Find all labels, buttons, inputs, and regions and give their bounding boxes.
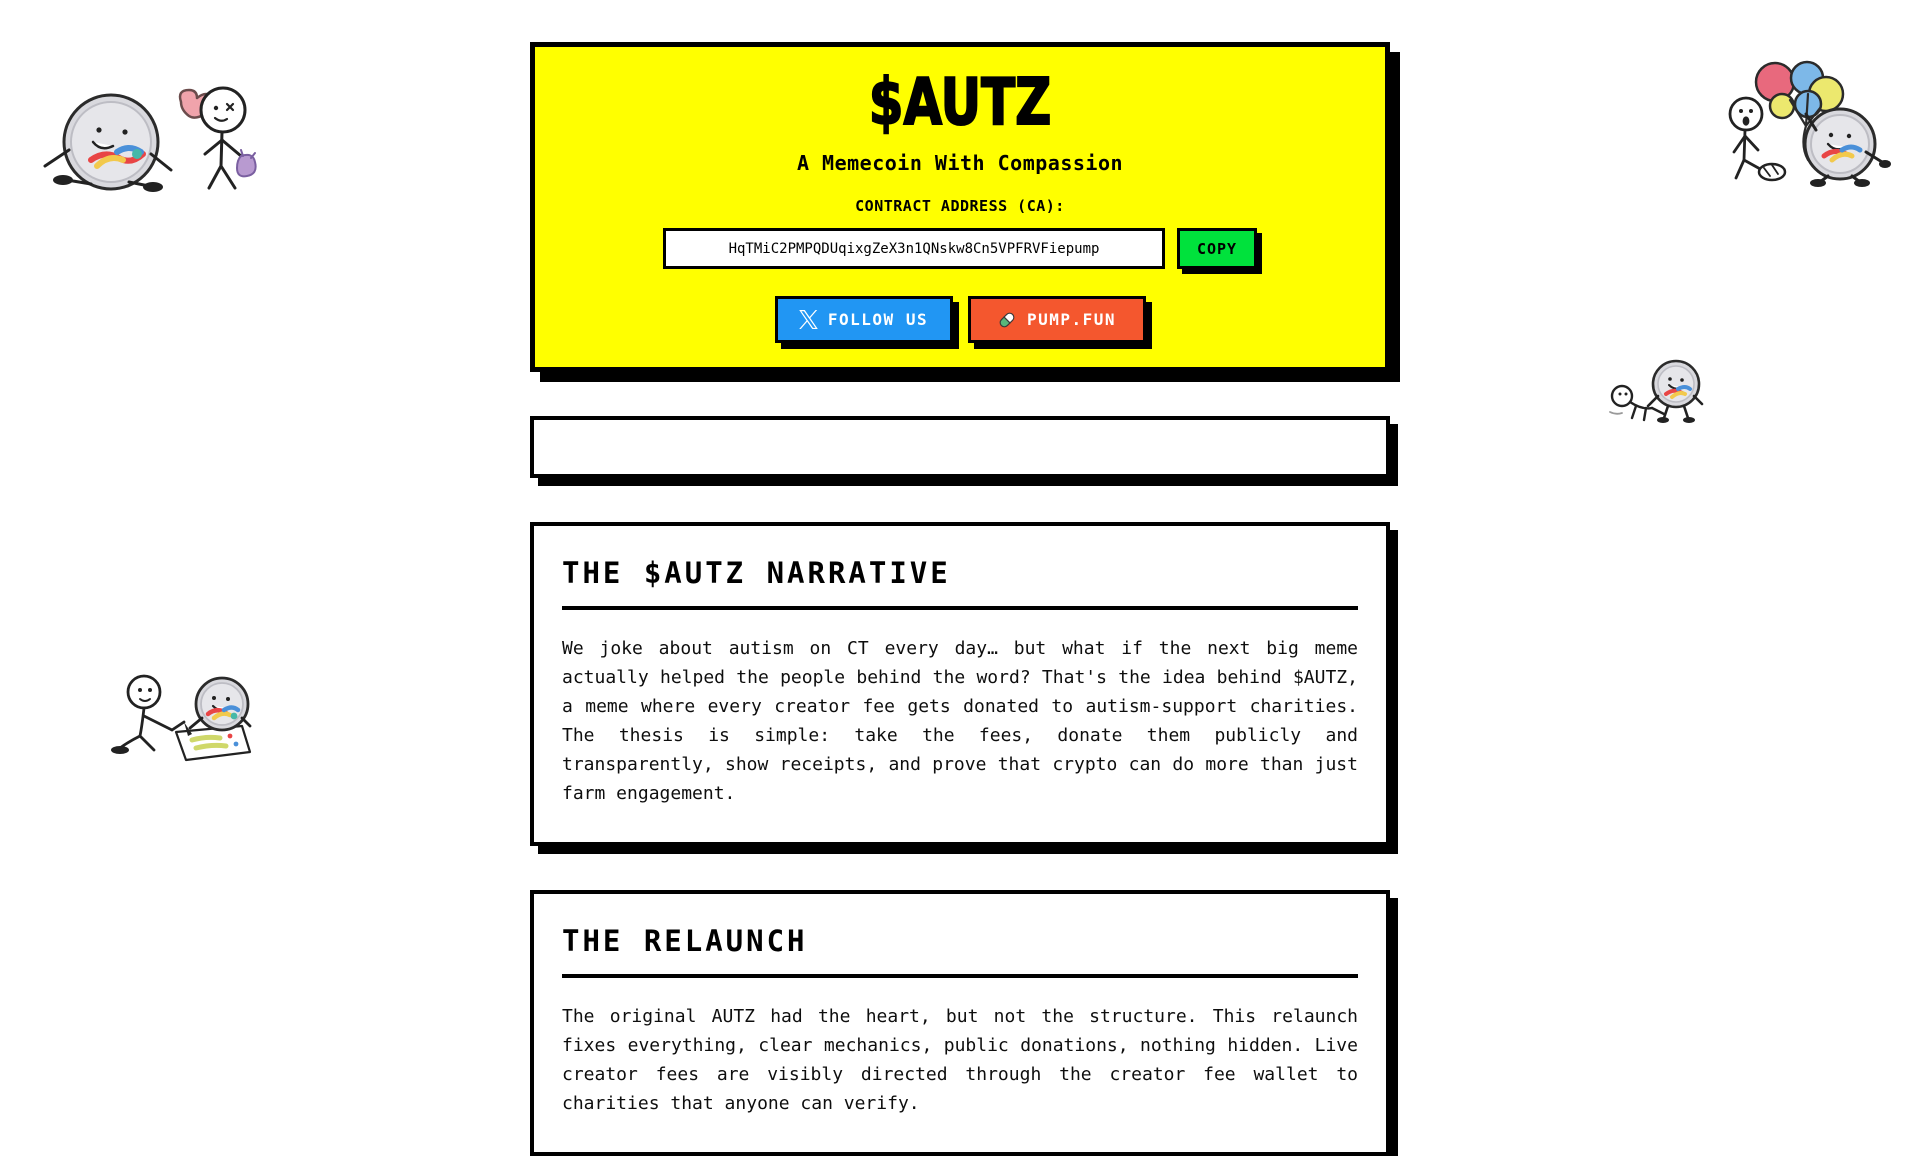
heart-icon bbox=[180, 90, 214, 118]
doodle-left-middle bbox=[110, 670, 250, 762]
coin-character-icon bbox=[1648, 361, 1702, 423]
stick-figure-icon bbox=[1730, 98, 1785, 180]
coin-character-icon bbox=[45, 95, 171, 192]
doodle-top-right bbox=[1720, 56, 1890, 186]
narrative-card bbox=[530, 522, 1390, 846]
narrative-body: We joke about autism on CT every day… but what if the next big meme actually helped the people behind the word? That's the idea behind $AUTZ, a meme where every creator fee gets donated to autism-support charities. The thesis is simple: take the fees, donate them publicly and transparently, show receipts, and prove that crypto can do more than just farm engagement. bbox=[562, 638, 1358, 804]
coin-character-icon bbox=[190, 678, 250, 730]
pump-fun-button[interactable] bbox=[968, 296, 1146, 343]
x-logo-icon bbox=[799, 310, 818, 329]
contract-address-input[interactable] bbox=[663, 228, 1165, 269]
follow-us-button[interactable] bbox=[775, 296, 953, 343]
coin-character-icon bbox=[1805, 109, 1891, 187]
relaunch-title: THE RELAUNCH bbox=[562, 924, 1358, 978]
copy-button[interactable]: COPY bbox=[1177, 228, 1257, 269]
bandage-icon bbox=[1759, 164, 1785, 180]
contract-address-row bbox=[555, 228, 1365, 269]
stick-figure-icon bbox=[201, 88, 256, 188]
doodle-top-left bbox=[33, 68, 261, 190]
doodle-mid-right bbox=[1606, 352, 1710, 428]
pencil-icon bbox=[184, 722, 192, 736]
page-title: $AUTZ bbox=[868, 66, 1052, 140]
announcement-marquee-card bbox=[530, 416, 1390, 478]
follow-us-label: FOLLOW US bbox=[827, 310, 929, 329]
stick-figure-icon bbox=[1610, 386, 1664, 420]
hero-subtitle: A Memecoin With Compassion bbox=[796, 151, 1124, 175]
narrative-title: THE $AUTZ NARRATIVE bbox=[562, 556, 1358, 610]
relaunch-card bbox=[530, 890, 1390, 1156]
pump-fun-label: PUMP.FUN bbox=[1026, 310, 1117, 329]
pill-icon bbox=[997, 310, 1017, 330]
balloons-icon bbox=[1756, 62, 1843, 160]
paper-icon bbox=[176, 726, 250, 760]
contract-address-label: CONTRACT ADDRESS (CA): bbox=[855, 197, 1065, 215]
main-column bbox=[530, 0, 1390, 1156]
relaunch-body: The original AUTZ had the heart, but not the structure. This relaunch fixes everything, clear mechanics, public donations, nothing hidden. Live creator fees are visibly directed through the creator fee wallet to charities that anyone can verify. bbox=[562, 1006, 1358, 1114]
stick-figure-icon bbox=[111, 676, 192, 754]
plush-cat-icon bbox=[237, 150, 256, 176]
hero-buttons-row bbox=[555, 296, 1365, 343]
hero-card bbox=[530, 42, 1390, 372]
